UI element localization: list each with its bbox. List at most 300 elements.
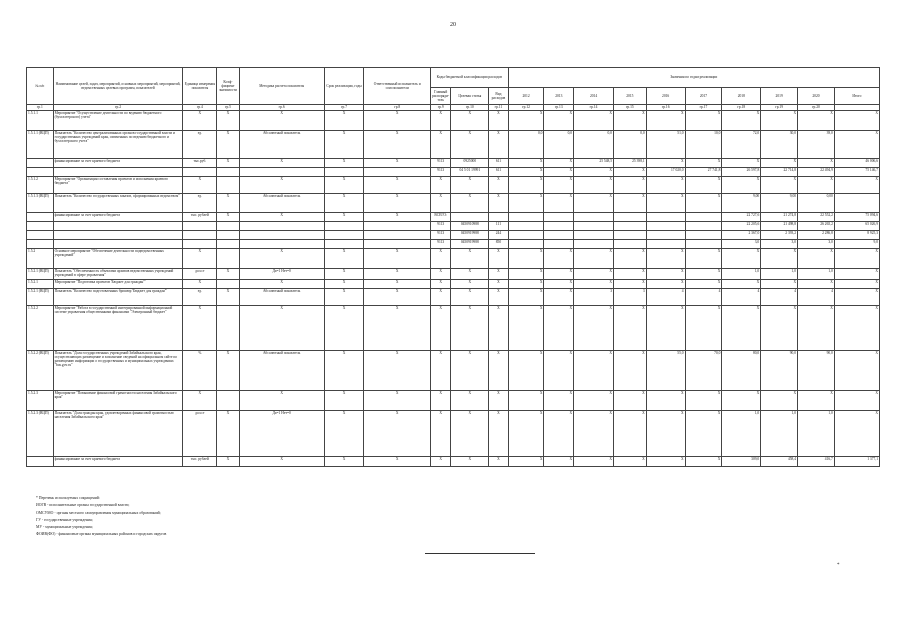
table-cell: Да=1 Нет=0 [239,411,324,457]
table-cell: 27 741,8 [685,168,722,177]
table-cell: X [574,111,614,131]
table-cell: X [324,351,364,391]
hdr-name: Наименование целей, задач, мероприятий, основных мероприятий, мероприятий, ведомственных целевых программ, показателей [53,68,183,105]
table-cell: X [430,249,450,269]
table-cell: X [722,159,761,168]
table-cell: X [489,289,508,306]
table-cell: X [646,306,685,351]
table-cell: 10,0 [685,131,722,159]
table-cell: 80,0 [722,351,761,391]
row-number: 1.5.1.3 (ВЦП) [27,194,54,213]
row-name: Показатель "Доля граждан края, удовлетворенных финансовой грамотностью населения Забайкальского края" [53,411,183,457]
row-name: Мероприятие "Работа в государственной интегрированной информационной системе управления общественными финансами "Электронный бюджет" [53,306,183,351]
table-row [27,194,880,213]
table-cell: X [574,168,614,177]
hdr-year: 2016 [646,88,685,105]
table-cell: 111 [489,222,508,231]
table-cell [364,222,430,231]
table-cell: X [489,177,508,194]
table-cell: X [613,269,646,280]
table-cell: X [646,411,685,457]
hdr-year: 2017 [685,88,722,105]
table-cell [217,280,240,289]
table-cell: X [324,213,364,222]
table-cell [574,231,614,240]
table-cell: ед. [183,131,217,159]
table-cell: 4 [722,289,761,306]
table-cell: X [430,391,450,411]
table-cell: Абсолютный показатель [239,194,324,213]
table-cell: 90,0 [798,351,835,391]
table-cell: дол.ст [183,269,217,280]
table-cell: X [685,111,722,131]
table-cell: X [574,411,614,457]
table-cell: X [544,411,574,457]
table-cell: 39,0 [798,131,835,159]
table-cell [834,194,879,213]
table-cell: X [798,280,835,289]
table-cell: X [685,280,722,289]
table-cell: X [239,159,324,168]
table-cell [489,213,508,222]
table-cell: X [324,177,364,194]
table-cell: 1,0 [722,269,761,280]
table-cell: X [324,289,364,306]
table-cell: X [217,411,240,457]
table-cell: 4 [685,289,722,306]
table-cell: X [646,457,685,467]
table-cell: X [451,249,489,269]
table-row [27,391,880,411]
row-name: Показатель "Количество государственных заказов, сформированных ведомством" [53,194,183,213]
table-cell: X [798,391,835,411]
table-cell: X [646,249,685,269]
table-cell: X [544,280,574,289]
table-cell: X [430,280,450,289]
table-cell: X [613,249,646,269]
table-cell: 1,0 [798,411,835,457]
row-number: 1.5.2.2 (ВЦП) [27,351,54,391]
table-cell: X [324,111,364,131]
table-cell: X [544,111,574,131]
table-cell: X [183,306,217,351]
table-cell: 3 [613,289,646,306]
table-cell: X [324,131,364,159]
table-cell: X [364,249,430,269]
table-cell: 9113 [430,159,450,168]
table-cell: X [761,249,798,269]
table-cell: ед. [183,289,217,306]
table-cell: 9113 [430,222,450,231]
table-cell: X [574,177,614,194]
table-cell [574,213,614,222]
table-cell: X [489,391,508,411]
table-cell: 21 498,8 [761,222,798,231]
table-row [27,168,880,177]
table-cell [574,240,614,249]
table-cell: X [685,269,722,280]
table-cell: 611 [489,159,508,168]
table-cell [217,222,240,231]
table-cell: X [324,280,364,289]
table-cell: 9,00 [722,194,761,213]
table-cell: 0,0 [613,131,646,159]
table-row [27,159,880,168]
table-cell: X [364,289,430,306]
table-cell: Абсолютный показатель [239,289,324,306]
table-cell: X [430,111,450,131]
table-cell: X [685,159,722,168]
table-cell: 75 146,7 [834,168,879,177]
table-row [27,240,880,249]
table-cell: Абсолютный показатель [239,131,324,159]
table-cell: X [217,111,240,131]
table-cell: X [508,269,544,280]
table-cell: X [217,457,240,467]
table-cell: X [761,391,798,411]
table-cell [613,222,646,231]
table-cell: X [430,177,450,194]
hdr-budget-admin: Главный распорядитель [430,88,450,105]
table-cell: ВСЕГО: [430,213,450,222]
table-row [27,131,880,159]
table-cell: X [430,351,450,391]
table-cell: тыс.руб. [183,159,217,168]
table-cell: X [544,289,574,306]
table-cell: X [574,457,614,467]
table-cell [324,231,364,240]
column-number: гр.13 [544,105,574,111]
table-cell: 9113 [430,231,450,240]
table-cell: X [364,131,430,159]
table-cell: X [364,213,430,222]
table-cell: X [364,351,430,391]
table-cell: X [646,280,685,289]
abbreviation-notes [36,495,166,539]
table-cell [183,222,217,231]
table-cell [685,213,722,222]
table-cell: X [834,306,879,351]
hdr-year: 2014 [574,88,614,105]
table-row [27,306,880,351]
table-cell: X [574,280,614,289]
table-cell: X [646,159,685,168]
hdr-exec: Ответственный исполнитель и соисполнители [364,68,430,105]
table-cell: 3,0 [761,240,798,249]
table-cell [646,231,685,240]
table-cell: 30,0 [761,131,798,159]
table-cell [544,222,574,231]
table-cell: 22 494,9 [798,168,835,177]
row-name: Мероприятие "Подготовка проектов 'Бюджет для граждан'" [53,280,183,289]
table-cell: 0,00 [798,194,835,213]
table-cell: 25 398,1 [613,159,646,168]
table-cell: X [430,306,450,351]
note-line: ГУ - государственные учреждения; [36,517,93,522]
table-cell: X [722,111,761,131]
table-cell: X [544,457,574,467]
table-cell: 3,0 [722,240,761,249]
table-row [27,411,880,457]
table-cell: X [451,111,489,131]
table-cell [685,222,722,231]
row-name [53,240,183,249]
hdr-term: Срок реализации, годы [324,68,364,105]
table-cell: X [364,194,430,213]
table-cell: X [451,177,489,194]
row-name [53,222,183,231]
table-cell: X [761,177,798,194]
table-cell: 8 925,3 [834,231,879,240]
table-body [27,111,880,467]
hdr-num: № п/п [27,68,54,105]
table-cell: X [489,351,508,391]
table-cell: X [217,159,240,168]
table-cell: 611 [489,168,508,177]
table-cell [574,222,614,231]
table-cell: X [324,194,364,213]
table-cell [217,306,240,351]
table-cell: X [685,306,722,351]
table-cell: X [364,159,430,168]
table-cell: X [217,269,240,280]
table-cell [183,231,217,240]
table-cell: 416,7 [798,457,835,467]
table-cell: X [324,159,364,168]
table-cell: X [722,306,761,351]
table-cell: 65 026,9 [834,222,879,231]
hdr-total: Итого [834,88,879,105]
row-name: Показатель "Количество подготовленных брошюр 'Бюджет для граждан'" [53,289,183,306]
table-cell: X [508,280,544,289]
footer-rule [425,553,535,554]
table-cell: X [646,111,685,131]
table-cell: X [722,177,761,194]
table-cell: X [798,249,835,269]
table-row [27,177,880,194]
table-cell: X [544,177,574,194]
table-cell: 309,0 [722,457,761,467]
table-cell: 4 [761,289,798,306]
table-cell: X [508,159,544,168]
table-cell: X [722,249,761,269]
table-cell: 9,0 [834,240,879,249]
row-number: 1.5.1.1 (ВЦП) [27,131,54,159]
row-name [53,168,183,177]
table-cell: X [834,289,879,306]
table-cell: X [489,457,508,467]
note-line: * Перечень используемых сокращений: [36,496,100,500]
table-row [27,249,880,269]
table-cell: X [646,269,685,280]
table-row [27,231,880,240]
table-cell: 4 [798,289,835,306]
table-cell [544,213,574,222]
table-cell: X [508,351,544,391]
hdr-method: Методика расчета показателя [239,68,324,105]
header-row-1 [27,68,880,88]
table-cell: X [544,269,574,280]
table-cell: 9,00 [761,194,798,213]
table-cell [239,231,324,240]
table-cell: 0925000 [451,159,489,168]
table-row [27,280,880,289]
table-cell [685,240,722,249]
table-cell: X [508,168,544,177]
table-cell: Да=1 Нет=0 [239,269,324,280]
table-cell: X [324,249,364,269]
column-number: гр.19 [761,105,798,111]
table-cell: 850 [489,240,508,249]
table-cell: 4 [646,289,685,306]
table-cell: X [364,306,430,351]
footer-mark: * [837,563,840,568]
table-row [27,213,880,222]
table-cell: X [613,351,646,391]
table-cell: 1,0 [761,411,798,457]
table-cell [364,231,430,240]
table-cell: X [508,306,544,351]
table-cell: 0450910988 [451,222,489,231]
table-cell: 22 727,6 [722,213,761,222]
row-number: 1.5.2 [27,249,54,269]
table-cell: X [451,411,489,457]
hdr-year: 2015 [613,88,646,105]
column-number: гр.15 [613,105,646,111]
column-number: гр.4 [183,105,217,111]
table-cell: X [183,249,217,269]
row-number: 1.5.2.1 (ВЦП) [27,289,54,306]
row-name: Основное мероприятие "Обеспечение деятельности подведомственных учреждений" [53,249,183,269]
table-cell: X [613,391,646,411]
table-cell: 2 367,0 [722,231,761,240]
table-cell: X [239,280,324,289]
table-cell [239,222,324,231]
hdr-year: 2019 [761,88,798,105]
table-cell: X [685,249,722,269]
table-cell: X [613,111,646,131]
table-cell: 51,0 [646,131,685,159]
row-number: 1.5.2.2 [27,306,54,351]
table-cell: дол.ст [183,411,217,457]
table-cell [217,231,240,240]
table-cell: X [685,411,722,457]
table-cell: X [646,391,685,411]
table-cell: X [183,177,217,194]
table-cell: X [646,194,685,213]
table-row [27,457,880,467]
table-cell: X [239,177,324,194]
column-number: гр.16 [646,105,685,111]
table-cell: X [489,306,508,351]
table-cell [451,213,489,222]
program-table [26,67,880,467]
table-cell: X [574,249,614,269]
table-cell: X [217,194,240,213]
column-number: гр.20 [798,105,835,111]
table-cell: X [489,194,508,213]
table-cell: X [364,111,430,131]
note-line: ФОИВ(ФО) - финансовые органы муниципальных районов и городских округов [36,532,167,537]
table-cell: X [834,111,879,131]
table-cell: X [217,213,240,222]
column-number: гр.11 [489,105,508,111]
row-number [27,159,54,168]
table-cell: X [451,289,489,306]
table-cell: X [508,249,544,269]
table-cell: X [613,457,646,467]
table-cell: 22 552,2 [798,213,835,222]
table-cell: X [834,177,879,194]
row-number [27,222,54,231]
column-number: гр.17 [685,105,722,111]
table-cell: X [364,457,430,467]
table-cell: X [489,269,508,280]
table-cell [239,240,324,249]
table-cell: X [574,306,614,351]
table-cell: X [761,159,798,168]
row-name: финансирование за счет краевого бюджета [53,213,183,222]
table-cell: X [508,194,544,213]
table-cell: X [364,269,430,280]
table-cell: X [489,249,508,269]
table-cell: 1 377,1 [834,457,879,467]
table-cell: X [239,213,324,222]
hdr-year: 2018 [722,88,761,105]
row-name [53,231,183,240]
table-cell: 22 714,8 [761,168,798,177]
table-cell: X [685,177,722,194]
table-cell: X [324,306,364,351]
table-cell: 55,0 [646,351,685,391]
table-cell: X [430,269,450,280]
table-cell [685,231,722,240]
table-cell: X [544,168,574,177]
table-cell: X [364,391,430,411]
row-name: финансирование за счет краевого бюджета [53,457,183,467]
table-cell: X [574,269,614,280]
table-cell: X [364,280,430,289]
table-cell: X [451,457,489,467]
table-cell [646,240,685,249]
table-cell [364,168,430,177]
table-cell: 22 205,6 [722,222,761,231]
table-cell: X [430,411,450,457]
column-number: гр.10 [451,105,489,111]
table-cell [183,240,217,249]
table-cell: % [183,351,217,391]
table-cell: X [613,306,646,351]
table-cell: X [834,131,879,159]
table-cell: X [834,411,879,457]
table-cell: 0,0 [508,131,544,159]
table-cell: X [451,391,489,411]
table-cell: X [324,411,364,457]
table-cell: 17 020,0 [646,168,685,177]
table-cell: 26 265,2 [798,222,835,231]
table-cell: X [613,194,646,213]
table-cell: X [722,280,761,289]
table-cell: X [430,131,450,159]
table-cell: 2 286,8 [798,231,835,240]
table-cell: X [685,391,722,411]
table-cell: X [574,391,614,411]
hdr-years-group: Значения по годам реализации [508,68,879,88]
table-cell: 1,0 [798,269,835,280]
table-row [27,289,880,306]
row-number: 1.5.2.3 [27,391,54,411]
row-number: 1.5.1.2 [27,177,54,194]
